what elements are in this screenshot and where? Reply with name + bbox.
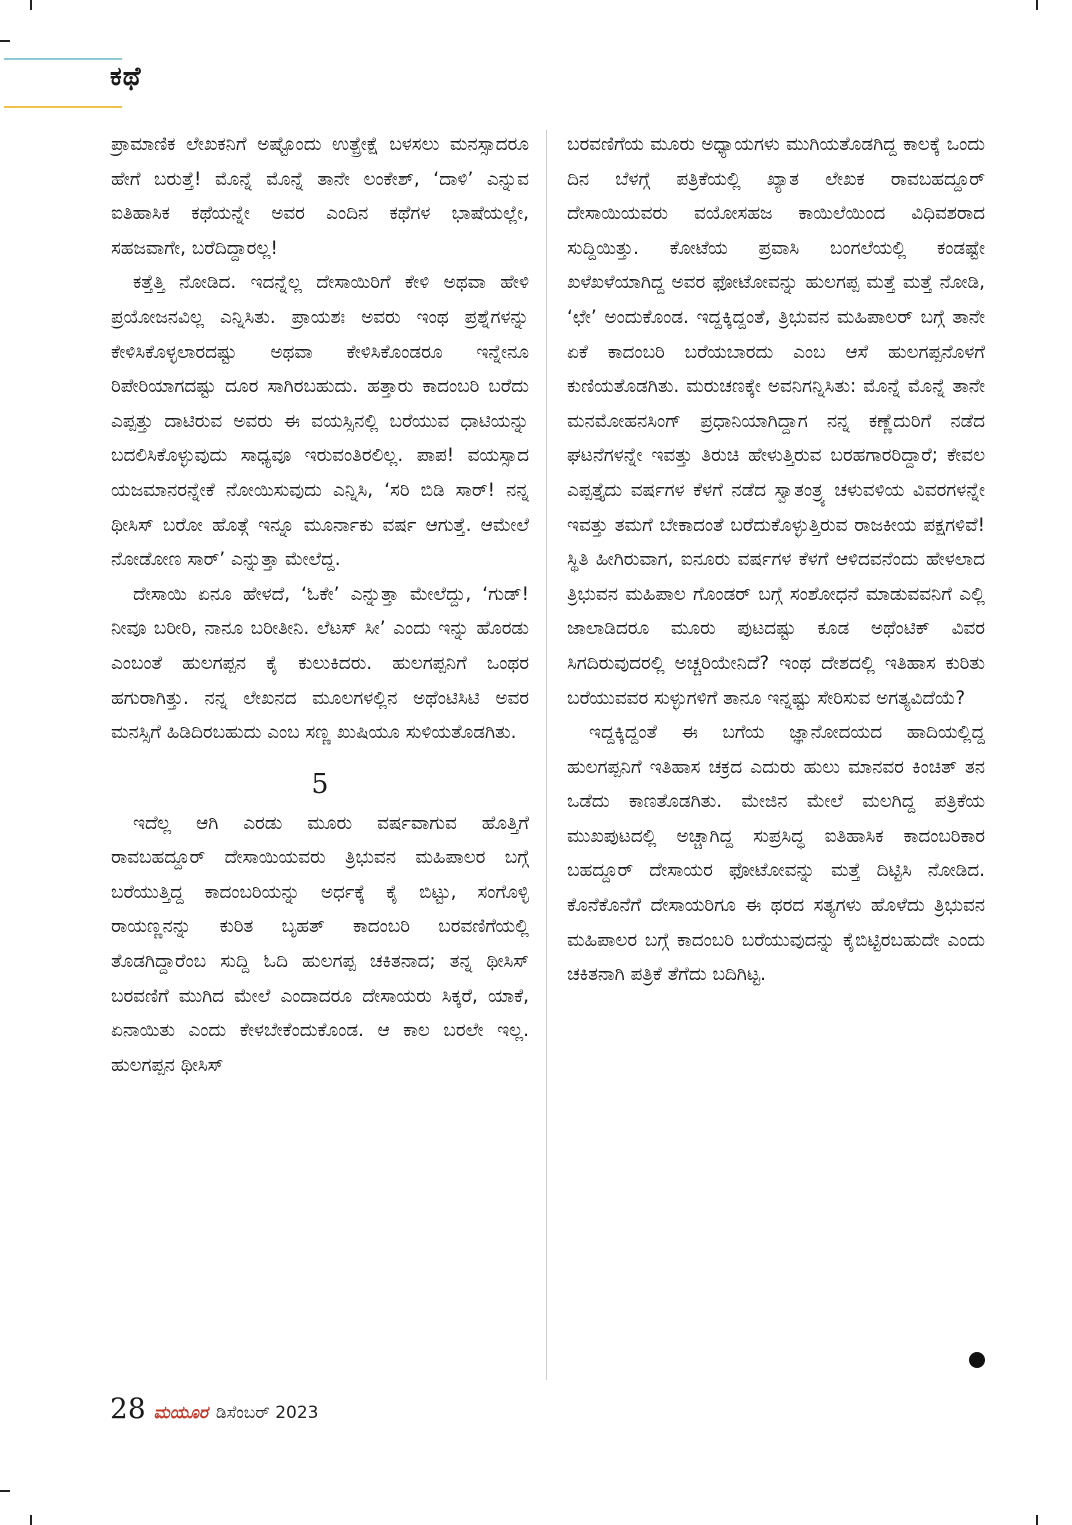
left-column: [111, 128, 529, 1083]
body-paragraph: ಕತ್ತೆತ್ತಿ ನೋಡಿದ. ಇದನ್ನೆಲ್ಲ ದೇಸಾಯಿರಿಗೆ ಕೇಳಿ ಅಥವಾ ಹೇಳಿ ಪ್ರಯೋಜನವಿಲ್ಲ ಎನ್ನಿಸಿತು. ಪ್ರಾಯಶಃ ಅವರು ಇಂಥ ಪ್ರಶ್ನೆಗಳನ್ನು ಕೇಳಿಸಿಕೊಳ್ಳಲಾರದಷ್ಟು ಅಥವಾ ಕೇಳಿಸಿಕೊಂಡರೂ ಇನ್ನೇನೂ ರಿಪೇರಿಯಾಗದಷ್ಟು ದೂರ ಸಾಗಿರಬಹುದು. ಹತ್ತಾರು ಕಾದಂಬರಿ ಬರೆದು ಎಪ್ಪತ್ತು ದಾಟಿರುವ ಅವರು ಈ ವಯಸ್ಸಿನಲ್ಲಿ ಬರೆಯುವ ಧಾಟಿಯನ್ನು ಬದಲಿಸಿಕೊಳ್ಳುವುದು ಸಾಧ್ಯವೂ ಇರುವಂತಿರಲಿಲ್ಲ. ಪಾಪ! ವಯಸ್ಸಾದ ಯಜಮಾನರನ್ನೇಕೆ ನೋಯಿಸುವುದು ಎನ್ನಿಸಿ, ‘ಸರಿ ಬಿಡಿ ಸಾರ್! ನನ್ನ ಥೀಸಿಸ್ ಬರೋ ಹೊತ್ಗೆ ಇನ್ನೂ ಮೂರ್ನಾಕು ವರ್ಷ ಆಗುತ್ತೆ. ಆಮೇಲೆ ನೋಡೋಣ ಸಾರ್’ ಎನ್ನುತ್ತಾ ಮೇಲೆದ್ದ.: [111, 272, 529, 571]
magazine-logo: ಮಯೂರ: [153, 1403, 208, 1423]
body-paragraph: ದೇಸಾಯಿ ಏನೂ ಹೇಳದೆ, ‘ಓಕೇ’ ಎನ್ನುತ್ತಾ ಮೇಲೆದ್ದು, ‘ಗುಡ್! ನೀವೂ ಬರೀರಿ, ನಾನೂ ಬರೀತೀನಿ. ಲೆಟಸ್ ಸೀ’ ಎಂದು ಇನ್ನು ಹೊರಡು ಎಂಬಂತೆ ಹುಲಗಪ್ಪನ ಕೈ ಕುಲುಕಿದರು. ಹುಲಗಪ್ಪನಿಗೆ ಒಂಥರ ಹಗುರಾಗಿತ್ತು. ನನ್ನ ಲೇಖನದ ಮೂಲಗಳಲ್ಲಿನ ಅಥೆಂಟಿಸಿಟಿ ಅವರ ಮನಸ್ಸಿಗೆ ಹಿಡಿದಿರಬಹುದು ಎಂಬ ಸಣ್ಣ ಖುಷಿಯೂ ಸುಳಿಯತೊಡಗಿತು.: [111, 583, 529, 744]
end-of-story-dot-icon: [969, 1352, 985, 1368]
chapter-number: 5: [311, 768, 329, 800]
crop-mark: [1036, 0, 1038, 10]
header-rule-bottom: [4, 106, 122, 108]
issue-date: ಡಿಸೆಂಬರ್ 2023: [215, 1403, 319, 1423]
page-footer: [110, 1392, 319, 1425]
crop-mark: [0, 1490, 10, 1492]
crop-mark: [1036, 1515, 1038, 1525]
page-number: 28: [110, 1392, 146, 1425]
column-divider: [546, 130, 547, 1380]
header-rule-top: [4, 58, 122, 60]
body-paragraph: ಇದ್ದಕ್ಕಿದ್ದಂತೆ ಈ ಬಗೆಯ ಜ್ಞಾನೋದಯದ ಹಾದಿಯಲ್ಲಿದ್ದ ಹುಲಗಪ್ಪನಿಗೆ ಇತಿಹಾಸ ಚಕ್ರದ ಎದುರು ಹುಲು ಮಾನವರ ಕಿಂಚಿತ್ ತನ ಒಡೆದು ಕಾಣತೊಡಗಿತು. ಮೇಜಿನ ಮೇಲೆ ಮಲಗಿದ್ದ ಪತ್ರಿಕೆಯ ಮುಖಪುಟದಲ್ಲಿ ಅಚ್ಚಾಗಿದ್ದ ಸುಪ್ರಸಿದ್ಧ ಐತಿಹಾಸಿಕ ಕಾದಂಬರಿಕಾರ ಬಹದ್ದೂರ್ ದೇಸಾಯರ ಫೋಟೋವನ್ನು ಮತ್ತೆ ದಿಟ್ಟಿಸಿ ನೋಡಿದ. ಕೊನೆಕೊನೆಗೆ ದೇಸಾಯರಿಗೂ ಈ ಥರದ ಸತ್ಯಗಳು ಹೊಳೆದು ತ್ರಿಭುವನ ಮಹಿಪಾಲರ ಬಗ್ಗೆ ಕಾದಂಬರಿ ಬರೆಯುವುದನ್ನು ಕೈಬಿಟ್ಟಿರಬಹುದೇ ಎಂದು ಚಕಿತನಾಗಿ ಪತ್ರಿಕೆ ತೆಗೆದು ಬದಿಗಿಟ್ಟ.: [567, 722, 985, 986]
crop-mark: [30, 0, 32, 10]
body-paragraph: ಇದೆಲ್ಲ ಆಗಿ ಎರಡು ಮೂರು ವರ್ಷವಾಗುವ ಹೊತ್ತಿಗೆ ರಾವಬಹದ್ದೂರ್ ದೇಸಾಯಿಯವರು ತ್ರಿಭುವನ ಮಹಿಪಾಲರ ಬಗ್ಗೆ ಬರೆಯುತ್ತಿದ್ದ ಕಾದಂಬರಿಯನ್ನು ಅರ್ಧಕ್ಕೆ ಕೈ ಬಿಟ್ಟು, ಸಂಗೊಳ್ಳಿ ರಾಯಣ್ಣನನ್ನು ಕುರಿತ ಬೃಹತ್ ಕಾದಂಬರಿ ಬರವಣಿಗೆಯಲ್ಲಿ ತೊಡಗಿದ್ದಾರೆಂಬ ಸುದ್ದಿ ಓದಿ ಹುಲಗಪ್ಪ ಚಕಿತನಾದ; ತನ್ನ ಥೀಸಿಸ್ ಬರವಣಿಗೆ ಮುಗಿದ ಮೇಲೆ ಎಂದಾದರೂ ದೇಸಾಯರು ಸಿಕ್ಕರೆ, ಯಾಕೆ, ಏನಾಯಿತು ಎಂದು ಕೇಳಬೇಕೆಂದುಕೊಂಡ. ಆ ಕಾಲ ಬರಲೇ ಇಲ್ಲ. ಹುಲಗಪ್ಪನ ಥೀಸಿಸ್: [111, 812, 529, 1076]
crop-mark: [30, 1515, 32, 1525]
section-label: ಕಥೆ: [110, 62, 142, 92]
body-paragraph: ಬರವಣಿಗೆಯ ಮೂರು ಅಧ್ಯಾಯಗಳು ಮುಗಿಯತೊಡಗಿದ್ದ ಕಾಲಕ್ಕೆ ಒಂದು ದಿನ ಬೆಳಗ್ಗೆ ಪತ್ರಿಕೆಯಲ್ಲಿ ಖ್ಯಾತ ಲೇಖಕ ರಾವಬಹದ್ದೂರ್ ದೇಸಾಯಿಯವರು ವಯೋಸಹಜ ಕಾಯಿಲೆಯಿಂದ ವಿಧಿವಶರಾದ ಸುದ್ದಿಯಿತ್ತು. ಕೋಟೆಯ ಪ್ರವಾಸಿ ಬಂಗಲೆಯಲ್ಲಿ ಕಂಡಷ್ಟೇ ಖಳೆಖಳೆಯಾಗಿದ್ದ ಅವರ ಫೋಟೋವನ್ನು ಹುಲಗಪ್ಪ ಮತ್ತೆ ಮತ್ತೆ ನೋಡಿ, ‘ಛೇ’ ಅಂದುಕೊಂಡ. ಇದ್ದಕ್ಕಿದ್ದಂತೆ, ತ್ರಿಭುವನ ಮಹಿಪಾಲರ್ ಬಗ್ಗೆ ತಾನೇ ಏಕೆ ಕಾದಂಬರಿ ಬರೆಯಬಾರದು ಎಂಬ ಆಸೆ ಹುಲಗಪ್ಪನೊಳಗೆ ಕುಣಿಯತೊಡಗಿತು. ಮರುಚಣಕ್ಕೇ ಅವನಿಗನ್ನಿಸಿತು: ಮೊನ್ನೆ ಮೊನ್ನೆ ತಾನೇ ಮನಮೋಹನಸಿಂಗ್ ಪ್ರಧಾನಿಯಾಗಿದ್ದಾಗ ನನ್ನ ಕಣ್ಣೆದುರಿಗೆ ನಡೆದ ಘಟನೆಗಳನ್ನೇ ಇವತ್ತು ತಿರುಚಿ ಹೇಳುತ್ತಿರುವ ಬರಹಗಾರರಿದ್ದಾರೆ; ಕೇವಲ ಎಪ್ಪತ್ತೈದು ವರ್ಷಗಳ ಕೆಳಗೆ ನಡೆದ ಸ್ವಾತಂತ್ರ್ಯ ಚಳುವಳಿಯ ವಿವರಗಳನ್ನೇ ಇವತ್ತು ತಮಗೆ ಬೇಕಾದಂತೆ ಬರೆದುಕೊಳ್ಳುತ್ತಿರುವ ರಾಜಕೀಯ ಪಕ್ಷಗಳಿವೆ! ಸ್ಥಿತಿ ಹೀಗಿರುವಾಗ, ಐನೂರು ವರ್ಷಗಳ ಕೆಳಗೆ ಆಳಿದವನೆಂದು ಹೇಳಲಾದ ತ್ರಿಭುವನ ಮಹಿಪಾಲ ಗೊಂಡರ್ ಬಗ್ಗೆ ಸಂಶೋಧನೆ ಮಾಡುವವನಿಗೆ ಎಲ್ಲಿ ಜಾಲಾಡಿದರೂ ಮೂರು ಪುಟದಷ್ಟು ಕೂಡ ಅಥೆಂಟಿಕ್ ವಿವರ ಸಿಗದಿರುವುದರಲ್ಲಿ ಅಚ್ಚರಿಯೇನಿದೆ? ಇಂಥ ದೇಶದಲ್ಲಿ ಇತಿಹಾಸ ಕುರಿತು ಬರೆಯುವವರ ಸುಳ್ಳುಗಳಿಗೆ ತಾನೂ ಇನ್ನಷ್ಟು ಸೇರಿಸುವ ಅಗತ್ಯವಿದೆಯೆ?: [567, 134, 985, 709]
body-paragraph: ಪ್ರಾಮಾಣಿಕ ಲೇಖಕನಿಗೆ ಅಷ್ಟೊಂದು ಉತ್ಪ್ರೇಕ್ಷೆ ಬಳಸಲು ಮನಸ್ಸಾದರೂ ಹೇಗೆ ಬರುತ್ತೆ! ಮೊನ್ನೆ ಮೊನ್ನೆ ತಾನೇ ಲಂಕೇಶ್, ‘ದಾಳಿ’ ಎನ್ನುವ ಐತಿಹಾಸಿಕ ಕಥೆಯನ್ನೇ ಅವರ ಎಂದಿನ ಕಥೆಗಳ ಭಾಷೆಯಲ್ಲೇ, ಸಹಜವಾಗೇ, ಬರೆದಿದ್ದಾರಲ್ಲ!: [111, 134, 529, 259]
crop-mark: [0, 40, 10, 42]
right-column: [567, 128, 985, 993]
